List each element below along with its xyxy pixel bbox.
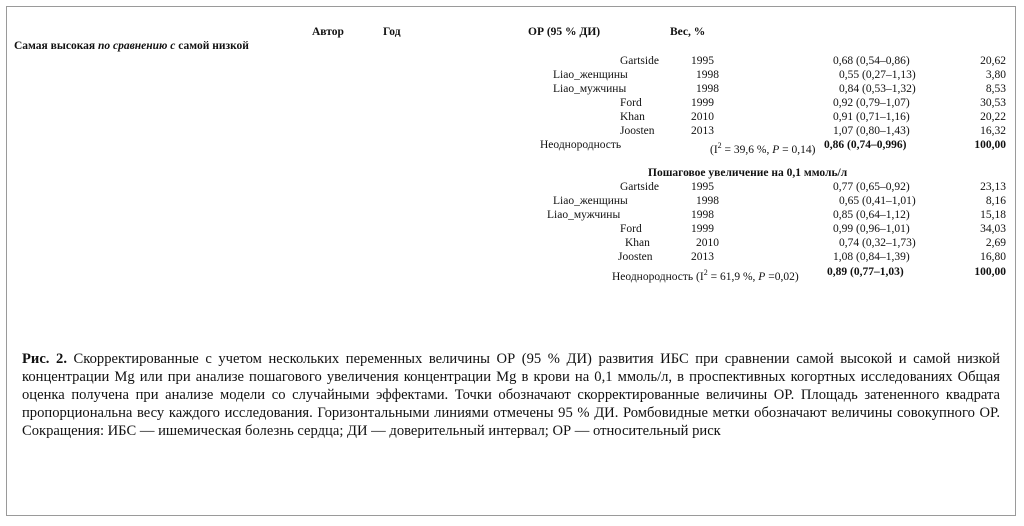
figure-caption [22, 350, 1000, 440]
s1-author-2: Liao_мужчины [553, 83, 627, 95]
s2-or-4: 0,74 (0,32–1,73) [839, 237, 916, 249]
s1-year-1: 1998 [696, 69, 719, 81]
s1-or-3: 0,92 (0,79–1,07) [833, 97, 910, 109]
caption-lead: Рис. 2. [22, 351, 67, 367]
s1-author-4: Khan [620, 111, 645, 123]
s2-or-0: 0,77 (0,65–0,92) [833, 181, 910, 193]
s2-weight-5: 16,80 [980, 251, 1006, 263]
caption-text: Скорректированные с учетом нескольких переменных величины ОР (95 % ДИ) развития ИБС при сравнении самой высокой и самой низкой концентрации Mg или при анализе пошагового увеличения концентрации Mg в крови на 0,1 ммоль/л, в проспективных когортных исследованиях Общая оценка получена при анализе модели со случайными эффектами. Точки обозначают скорректированные величины ОР. Площадь затененного квадрата пропорциональна весу каждого исследования. Горизонтальными линиями отмечены 95 % ДИ. Ромбовидные метки обозначают величины совокупного ОР. Сокращения: ИБС — ишемическая болезнь сердца; ДИ — доверительный интервал; ОР — относительный риск [22, 351, 1000, 439]
s2-or-5: 1,08 (0,84–1,39) [833, 251, 910, 263]
s2-overall-weight: 100,00 [974, 266, 1006, 278]
s2-year-3: 1999 [691, 223, 714, 235]
s2-weight-2: 15,18 [980, 209, 1006, 221]
s1-author-5: Joosten [620, 125, 655, 137]
s1-year-3: 1999 [691, 97, 714, 109]
s1-or-2: 0,84 (0,53–1,32) [839, 83, 916, 95]
s1-author-1: Liao_женщины [553, 69, 628, 81]
s1-year-4: 2010 [691, 111, 714, 123]
s1-weight-2: 8,53 [985, 83, 1006, 95]
s2-heterogeneity: Неоднородность ($I^2 = 61,9$ %, P =0,02) [612, 268, 799, 283]
s2-author-4: Khan [625, 237, 650, 249]
s2-author-5: Joosten [618, 251, 653, 263]
s2-year-0: 1995 [691, 181, 714, 193]
s2-author-3: Ford [620, 223, 642, 235]
s1-or-4: 0,91 (0,71–1,16) [833, 111, 910, 123]
s2-or-2: 0,85 (0,64–1,12) [833, 209, 910, 221]
section2-title: Пошаговое увеличение на 0,1 ммоль/л [648, 167, 848, 179]
header-or-ci: ОР (95 % ДИ) [528, 26, 601, 38]
s2-year-1: 1998 [696, 195, 719, 207]
s2-year-2: 1998 [691, 209, 714, 221]
s1-weight-4: 20,22 [980, 111, 1006, 123]
s1-heterogeneity-stat: ($I^2 = 39,6$ %, P = 0,14) [710, 141, 816, 156]
s2-author-2: Liao_мужчины [547, 209, 621, 221]
header-year: Год [383, 26, 401, 38]
s1-weight-1: 3,80 [985, 69, 1006, 81]
section1-title: Самая высокая по сравнению с самой низкой [14, 40, 249, 52]
s1-or-0: 0,68 (0,54–0,86) [833, 55, 910, 67]
s1-weight-3: 30,53 [980, 97, 1006, 109]
s2-overall-or: 0,89 (0,77–1,03) [827, 266, 904, 278]
s2-weight-4: 2,69 [985, 237, 1006, 249]
s2-year-4: 2010 [696, 237, 719, 249]
s1-or-1: 0,55 (0,27–1,13) [839, 69, 916, 81]
s1-or-5: 1,07 (0,80–1,43) [833, 125, 910, 137]
s1-year-0: 1995 [691, 55, 714, 67]
s2-year-5: 2013 [691, 251, 714, 263]
s2-author-1: Liao_женщины [553, 195, 628, 207]
s1-author-3: Ford [620, 97, 642, 109]
s1-overall-or: 0,86 (0,74–0,996) [824, 139, 907, 151]
s2-author-0: Gartside [620, 181, 659, 193]
s1-heterogeneity-label: Неоднородность [540, 139, 622, 151]
header-author: Автор [312, 26, 344, 38]
s1-weight-5: 16,32 [980, 125, 1006, 137]
s1-year-5: 2013 [691, 125, 714, 137]
s1-overall-weight: 100,00 [974, 139, 1006, 151]
s1-weight-0: 20,62 [980, 55, 1006, 67]
s2-or-3: 0,99 (0,96–1,01) [833, 223, 910, 235]
s2-or-1: 0,65 (0,41–1,01) [839, 195, 916, 207]
s2-weight-0: 23,13 [980, 181, 1006, 193]
header-weight: Вес, % [670, 26, 706, 38]
s1-year-2: 1998 [696, 83, 719, 95]
s2-weight-3: 34,03 [980, 223, 1006, 235]
s1-author-0: Gartside [620, 55, 659, 67]
s2-weight-1: 8,16 [985, 195, 1006, 207]
